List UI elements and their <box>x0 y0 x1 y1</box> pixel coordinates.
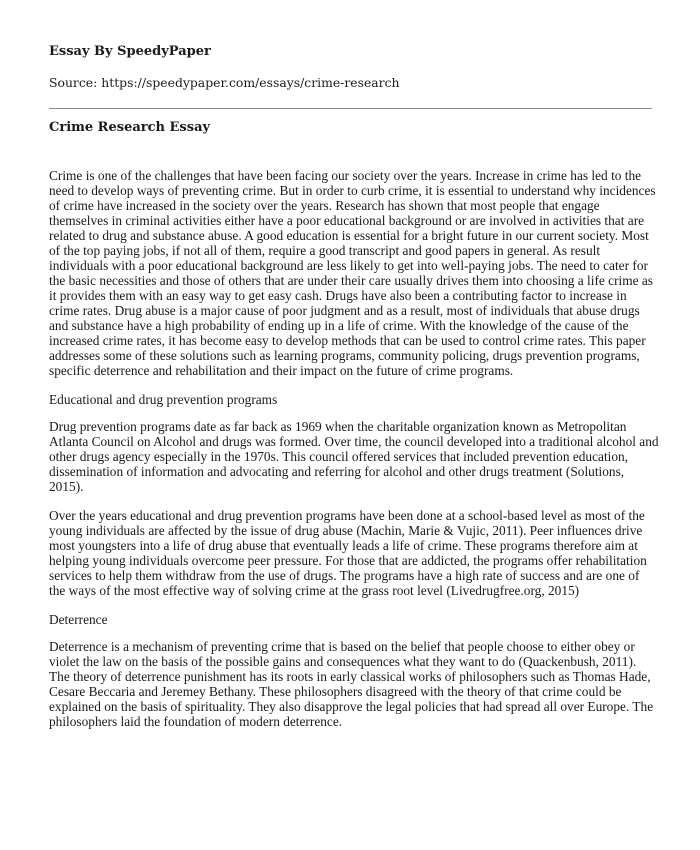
source-line: Source: https://speedypaper.com/essays/crime-research <box>49 75 400 90</box>
deterrence-paragraph-1: Deterrence is a mechanism of preventing crime that is based on the belief that people choose to either obey or violet the law on the basis of the possible gains and consequences what they want to do (Quackenbush, 2011). The theory of deterrence punishment has its roots in early classical works of philosophers such as Thomas Hade, Cesare Beccaria and Jeremey Bethany. These philosophers disagreed with the theory of that crime could be explained on the basis of spirituality. They also disapprove the legal policies that had spread all over Europe. The philosophers laid the foundation of modern deterrence. <box>49 639 654 729</box>
education-paragraph-1: Drug prevention programs date as far back as 1969 when the charitable organization known as Metropolitan Atlanta Council on Alcohol and drugs was formed. Over time, the council developed into a traditional alcohol and other drugs agency especially in the 1970s. This council offered services that included prevention education, dissemination of information and advocating and referring for alcohol and other drugs treatment (Solutions, 2015). <box>49 419 659 494</box>
section-heading-deterrence: Deterrence <box>49 612 108 627</box>
intro-paragraph: Crime is one of the challenges that have been facing our society over the years. Increase in crime has led to the need to develop ways of preventing crime. But in order to curb crime, it is essential to understand why incidences of crime have increased in the society over the years. Research has shown that most people that engage themselves in criminal activities either have a poor educational background or are involved in activities that are related to drug and substance abuse. A good education is essential for a bright future in our current society. Most of the top paying jobs, if not all of them, require a good transcript and good papers in general. As result individuals with a poor educational background are less likely to get into well-paying jobs. The need to cater for the basic necessities and those of others that are under their care usually drives them into choosing a life crime as it provides them with an easy way to get easy cash. Drugs have also been a contributing factor to increase in crime rates. Drug abuse is a major cause of poor judgment and as a result, most of individuals that abuse drugs and substance have a high probability of ending up in a life of crime. With the knowledge of the cause of the increased crime rates, it has become easy to develop methods that can be used to control crime rates. This paper addresses some of these solutions such as learning programs, community policing, drugs prevention programs, specific deterrence and rehabilitation and their impact on the future of crime programs. <box>49 168 656 378</box>
essay-body <box>49 168 659 743</box>
header-divider <box>49 108 652 109</box>
education-paragraph-2: Over the years educational and drug prevention programs have been done at a school-based level as most of the young individuals are affected by the issue of drug abuse (Machin, Marie & Vujic, 2011). Peer influences drive most youngsters into a life of drug abuse that eventually leads a life of crime. These programs therefore aim at helping young individuals overcome peer pressure. For those that are addicted, the programs offer rehabilitation services to help them withdraw from the use of drugs. The programs have a high rate of success and are one of the ways of the most effective way of solving crime at the grass root level (Livedrugfree.org, 2015) <box>49 508 647 598</box>
essay-title: Crime Research Essay <box>49 120 211 135</box>
section-heading-education: Educational and drug prevention programs <box>49 392 278 407</box>
publisher-title: Essay By SpeedyPaper <box>49 44 211 59</box>
